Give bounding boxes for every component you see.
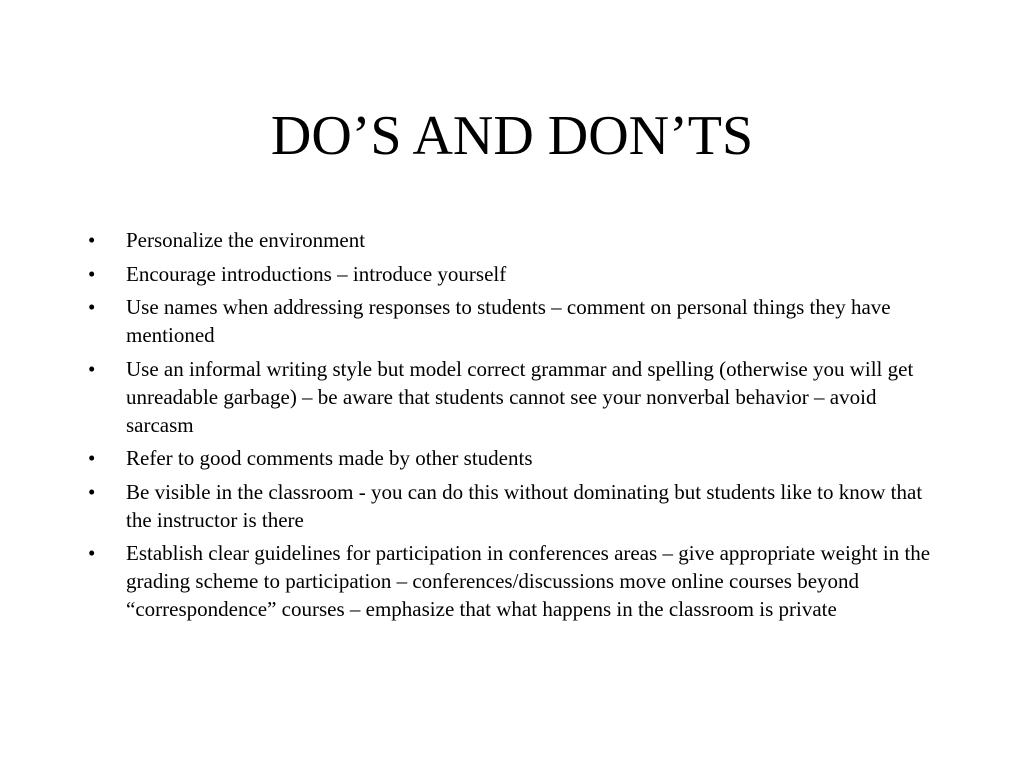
bullet-text: Use an informal writing style but model correct grammar and spelling (otherwise you will get unreadable garbage) – be aware that students cannot see your nonverbal behavior – avoid sarcasm — [126, 356, 914, 437]
bullet-item — [88, 260, 938, 288]
bullet-text: Encourage introductions – introduce yourself — [126, 261, 507, 286]
bullet-icon: • — [88, 295, 96, 319]
bullet-icon: • — [88, 541, 96, 565]
bullet-item — [88, 226, 938, 254]
bullet-item — [88, 293, 938, 349]
bullet-item — [88, 478, 938, 534]
bullet-item — [88, 444, 938, 472]
bullet-text: Use names when addressing responses to students – comment on personal things they have mentioned — [126, 295, 891, 347]
bullet-text: Personalize the environment — [126, 228, 366, 252]
bullet-item — [88, 355, 938, 439]
bullet-icon: • — [88, 261, 96, 286]
bullet-text: Establish clear guidelines for participation in conferences areas – give appropriate weight in the grading scheme to participation – conferences/discussions move online courses beyond “correspondence” courses – emphasize that what happens in the classroom is private — [126, 541, 931, 621]
bullet-icon: • — [88, 356, 96, 381]
bullet-icon: • — [88, 479, 96, 504]
bullet-list — [88, 226, 938, 629]
bullet-text: Refer to good comments made by other students — [126, 446, 533, 470]
bullet-icon: • — [88, 228, 96, 252]
slide-title: DO’S AND DON’TS — [270, 105, 754, 167]
bullet-text: Be visible in the classroom - you can do this without dominating but students like to know that the instructor is there — [126, 479, 923, 532]
bullet-item — [88, 539, 938, 623]
bullet-icon: • — [88, 446, 96, 470]
